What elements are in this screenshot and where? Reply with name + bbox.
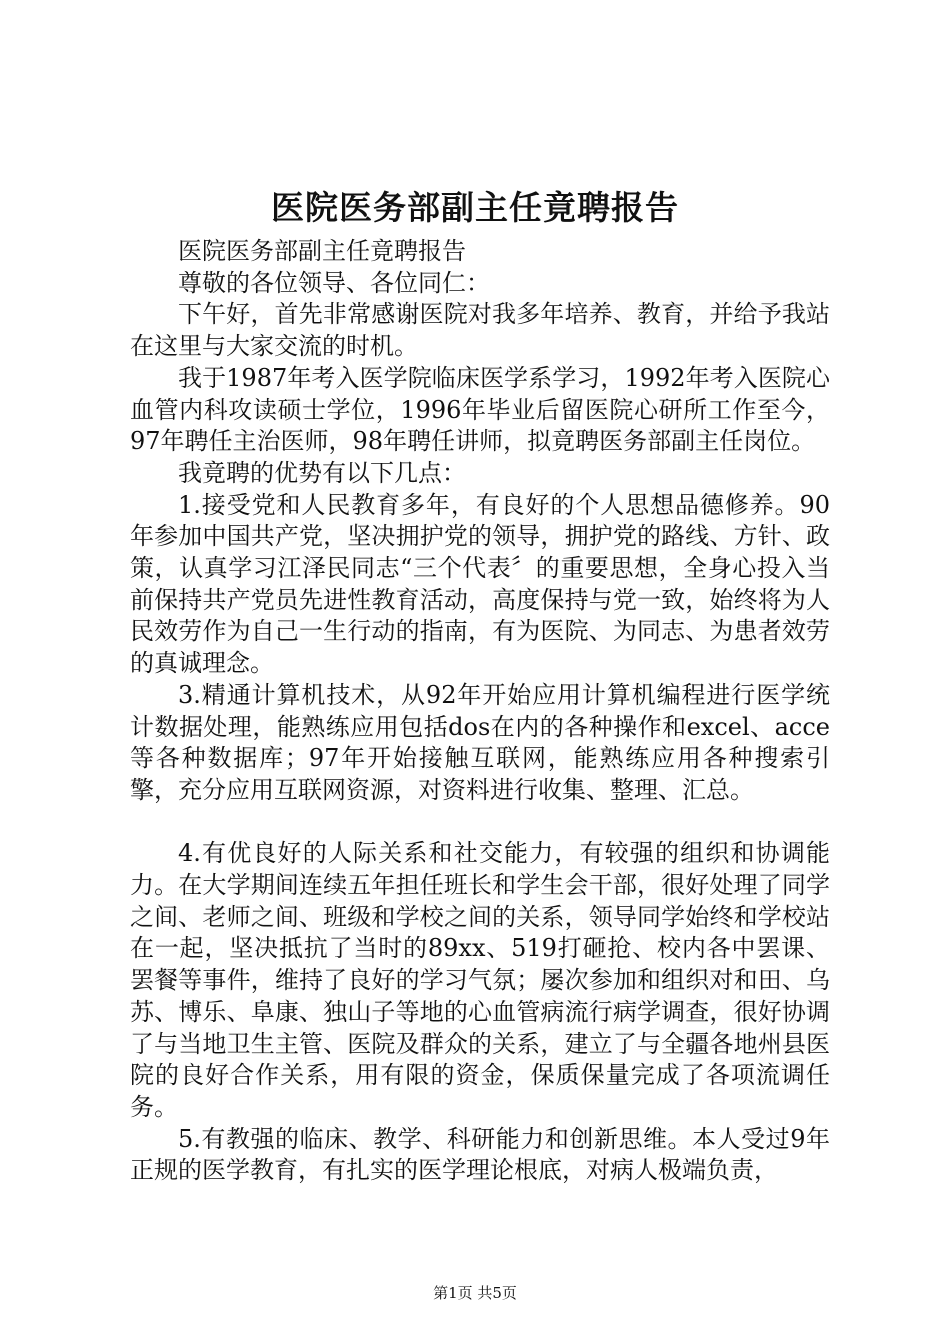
paragraph-advantage-3: 3.精通计算机技术，从92年开始应用计算机编程进行医学统计数据处理，能熟练应用包括dos在内的各种操作和excel、acce等各种数据库；97年开始接触互联网，能熟练应用各种搜索引擎，充分应用互联网资源，对资料进行收集、整理、汇总。 bbox=[130, 680, 830, 804]
paragraph-advantage-5: 5.有教强的临床、教学、科研能力和创新思维。本人受过9年正规的医学教育，有扎实的医学理论根底，对病人极端负责， bbox=[130, 1124, 830, 1185]
paragraph-advantage-4: 4.有优良好的人际关系和社交能力，有较强的组织和协调能力。在大学期间连续五年担任班长和学生会干部，很好处理了同学之间、老师之间、班级和学校之间的关系，领导同学始终和学校站在一起，坚决抵抗了当时的89xx、519打砸抢、校内各中罢课、罢餐等事件，维持了良好的学习气氛；屡次参加和组织对和田、乌苏、博乐、阜康、独山子等地的心血管病流行病学调查，很好协调了与当地卫生主管、医院及群众的关系，建立了与全疆各地州县医院的良好合作关系，用有限的资金，保质保量完成了各项流调任务。 bbox=[130, 839, 830, 1121]
document-body bbox=[130, 236, 830, 1187]
paragraph-advantage-1: 1.接受党和人民教育多年，有良好的个人思想品德修养。90年参加中国共产党，坚决拥护党的领导，拥护党的路线、方针、政策，认真学习江泽民同志“三个代表〞的重要思想，全身心投入当前保持共产党员先进性教育活动，高度保持与党一致，始终将为人民效劳作为自己一生行动的指南，有为医院、为同志、为患者效劳的真诚理念。 bbox=[130, 490, 830, 678]
paragraph-salutation: 尊敬的各位领导、各位同仁： bbox=[178, 268, 490, 297]
page-number: 第1页 共5页 bbox=[433, 1284, 517, 1302]
paragraph-background: 我于1987年考入医学院临床医学系学习，1992年考入医院心血管内科攻读硕士学位，1996年毕业后留医院心研所工作至今，97年聘任主治医师，98年聘任讲师，拟竟聘医务部副主任岗位。 bbox=[130, 363, 830, 456]
paragraph-heading: 医院医务部副主任竟聘报告 bbox=[178, 237, 466, 265]
paragraph-spacer bbox=[130, 807, 830, 839]
document-title: 医院医务部副主任竟聘报告 bbox=[271, 188, 679, 227]
paragraph-advantages-intro: 我竟聘的优势有以下几点： bbox=[178, 458, 466, 487]
paragraph-greeting: 下午好，首先非常感谢医院对我多年培养、教育，并给予我站在这里与大家交流的时机。 bbox=[130, 300, 830, 361]
